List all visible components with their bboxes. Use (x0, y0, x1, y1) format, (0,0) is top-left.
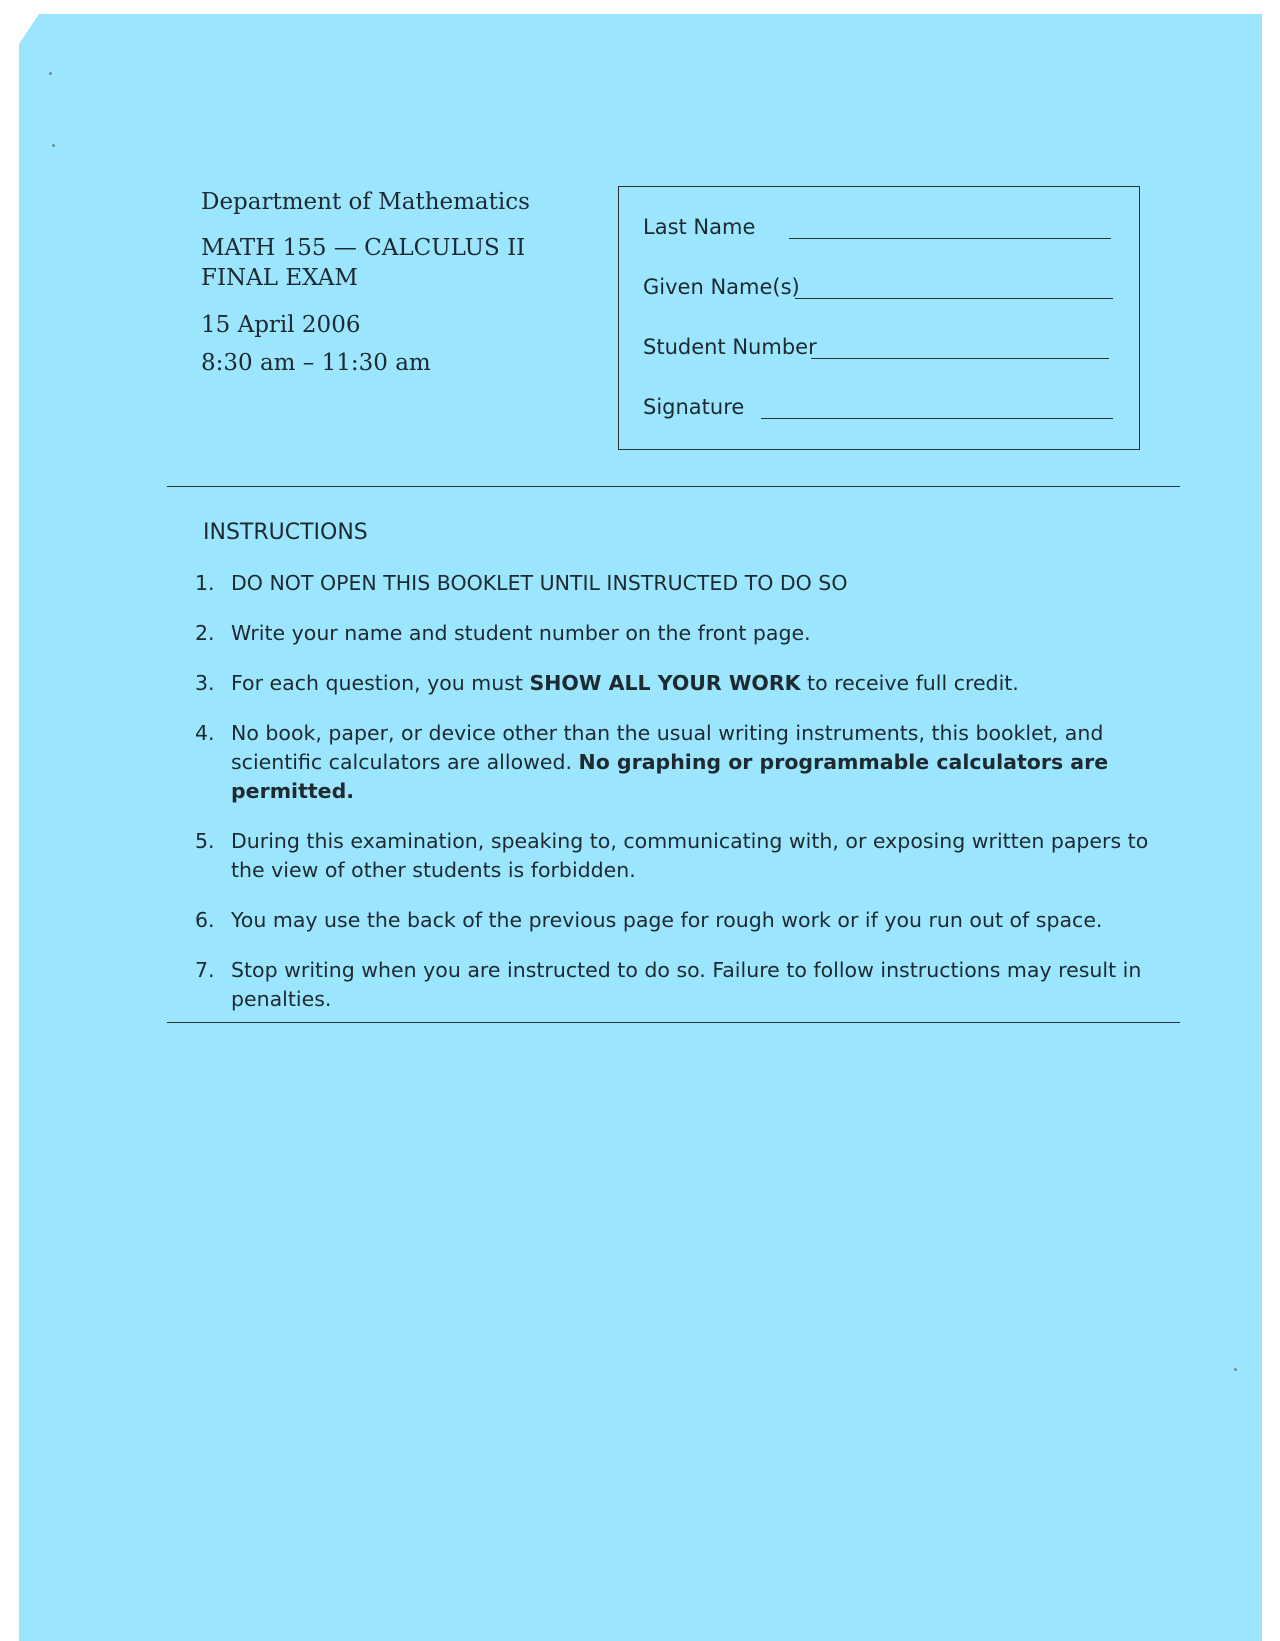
instruction-number: 4. (195, 721, 215, 745)
instruction-text: You may use the back of the previous page for rough work or if you run out of space. (231, 908, 1103, 932)
instruction-item (195, 956, 1185, 1014)
exam-header (201, 187, 601, 379)
instruction-number: 7. (195, 958, 215, 982)
instruction-item (195, 619, 1185, 648)
paper-speck (1234, 1368, 1237, 1371)
instruction-text: During this examination, speaking to, communicating with, or exposing written papers to the view of other students is forbidden. (231, 829, 1149, 882)
top-divider (167, 486, 1180, 487)
exam-time: 8:30 am – 11:30 am (201, 350, 431, 376)
instruction-text-part: to receive full credit. (800, 671, 1019, 695)
page-corner-fold (19, 14, 39, 44)
instruction-number: 2. (195, 621, 215, 645)
instruction-text: DO NOT OPEN THIS BOOKLET UNTIL INSTRUCTED TO DO SO (231, 571, 848, 595)
student-number-label: Student Number (643, 335, 817, 359)
instructions-section (195, 519, 1185, 1035)
student-number-field[interactable] (811, 358, 1109, 359)
last-name-label: Last Name (643, 215, 756, 239)
paper-speck (52, 144, 55, 147)
instruction-item (195, 906, 1185, 935)
given-names-row (643, 267, 1111, 307)
last-name-field[interactable] (789, 238, 1111, 239)
instructions-list (195, 569, 1185, 1014)
last-name-row (643, 207, 1111, 247)
instructions-title: INSTRUCTIONS (203, 520, 368, 545)
instruction-item (195, 569, 1185, 598)
instruction-item (195, 827, 1185, 885)
instruction-number: 5. (195, 829, 215, 853)
paper-speck (49, 72, 52, 75)
exam-type: FINAL EXAM (201, 265, 358, 291)
instruction-text-part: For each question, you must (231, 671, 530, 695)
instruction-text (231, 721, 1108, 803)
given-names-field[interactable] (795, 298, 1113, 299)
instruction-text: Write your name and student number on the front page. (231, 621, 811, 645)
instruction-emphasis: SHOW ALL YOUR WORK (529, 671, 801, 695)
instruction-item (195, 669, 1185, 698)
department-name: Department of Mathematics (201, 189, 530, 215)
instruction-emphasis: No graphing or programmable calculators are permitted. (231, 750, 1109, 803)
instruction-text-part: No book, paper, or device other than the usual writing instruments, this booklet, and scientific calculators are allowed. (231, 721, 1104, 774)
instruction-item (195, 719, 1185, 806)
course-title: MATH 155 — CALCULUS II (201, 235, 526, 261)
signature-row (643, 387, 1111, 427)
instruction-number: 3. (195, 671, 215, 695)
instruction-text: Stop writing when you are instructed to do so. Failure to follow instructions may result in penalties. (231, 958, 1142, 1011)
instruction-number: 1. (195, 571, 215, 595)
instruction-text (231, 671, 1019, 695)
student-info-box (618, 186, 1140, 450)
signature-label: Signature (643, 395, 745, 419)
given-names-label: Given Name(s) (643, 275, 800, 299)
bottom-divider (167, 1022, 1180, 1023)
exam-date: 15 April 2006 (201, 312, 361, 338)
exam-cover-page (19, 14, 1262, 1641)
signature-field[interactable] (761, 418, 1113, 419)
instruction-number: 6. (195, 908, 215, 932)
student-number-row (643, 327, 1111, 367)
